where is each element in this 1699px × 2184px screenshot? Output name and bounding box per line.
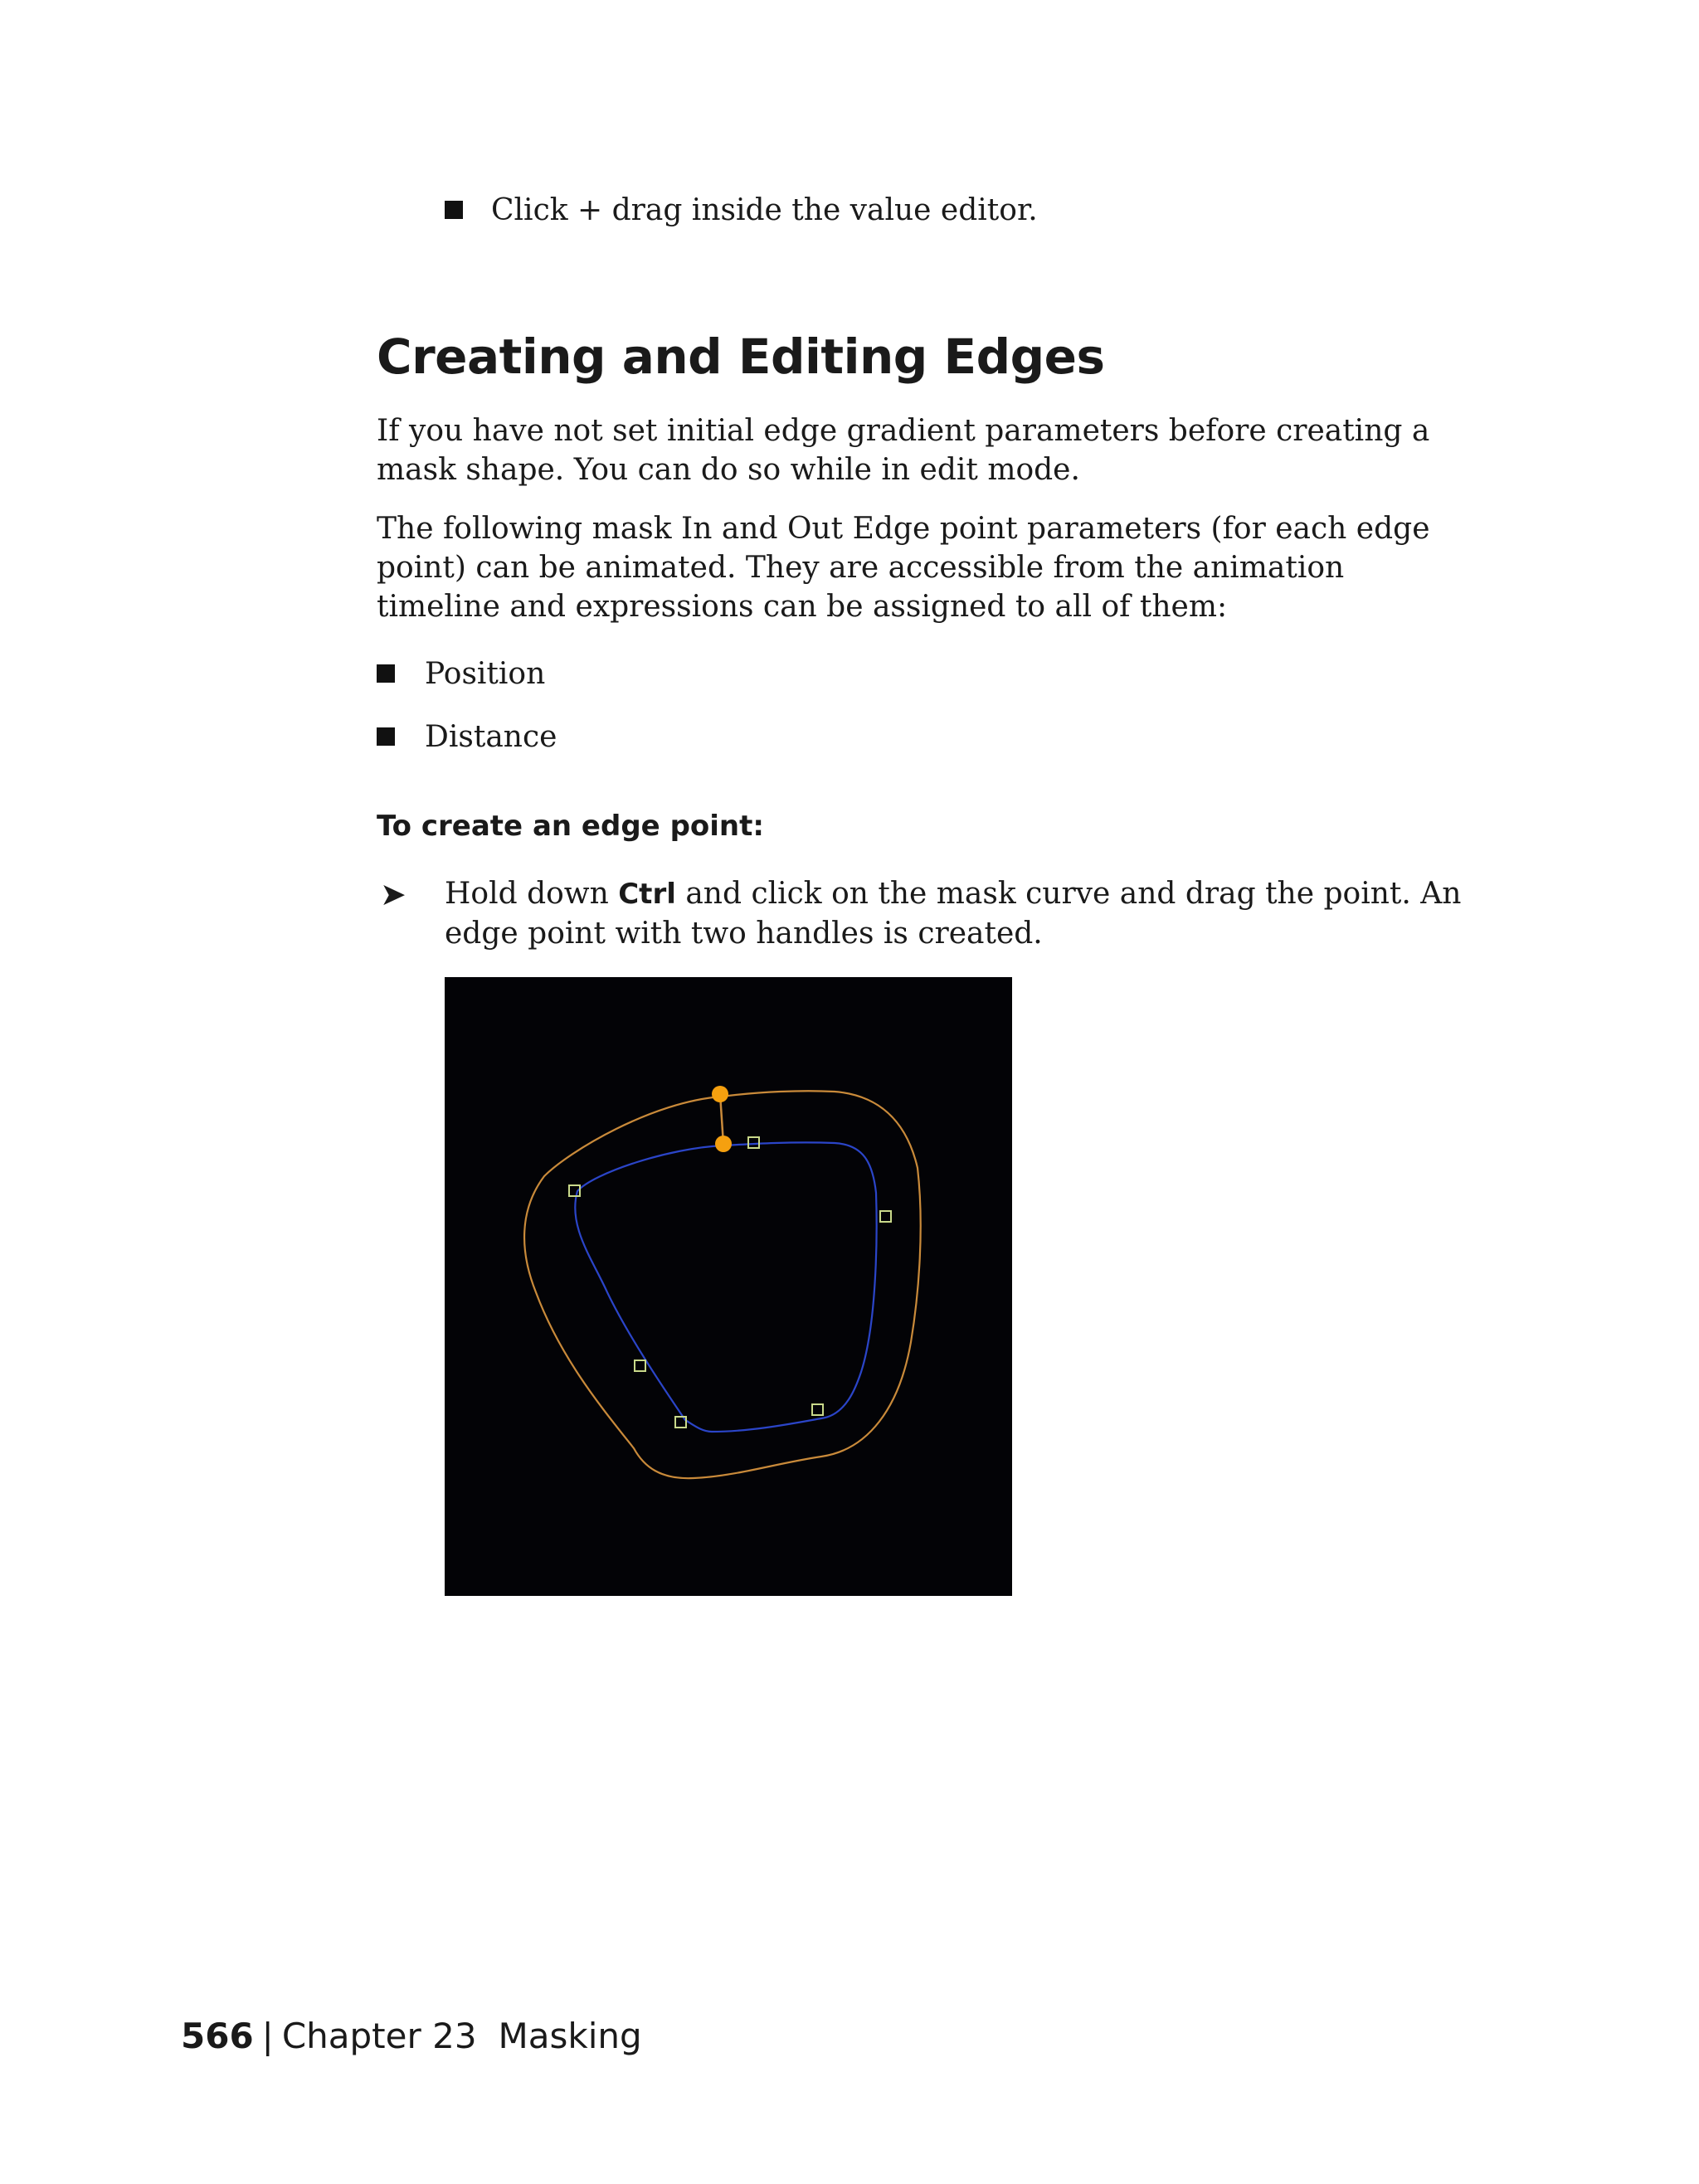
chapter-title: Masking [498,2016,642,2056]
paragraph: The following mask In and Out Edge point parameters (for each edge point) can be animated. They are accessible from the animation timeline and expressions can be assigned to all of them: [377,512,1430,624]
key-name: Ctrl [618,878,676,911]
bullet-square-icon [445,201,463,219]
step-text-after: and click on the mask curve and drag the point. An edge point with two handles is created. [445,877,1462,951]
list-item-text: Distance [425,720,557,754]
page-number: 566 [181,2016,254,2056]
page-footer [181,2016,642,2056]
control-point[interactable] [748,1137,759,1148]
control-point[interactable] [812,1404,823,1415]
procedure-step [445,874,1473,953]
edge-point-inner[interactable] [715,1136,732,1152]
bullet-square-icon [377,727,395,746]
mask-canvas [445,977,1012,1596]
edge-point-outer[interactable] [712,1086,728,1102]
list-item [377,654,545,695]
step-text-before: Hold down [445,877,619,911]
bullet-item [445,186,1038,236]
section-heading: Creating and Editing Edges [377,328,1105,385]
mask-edge-figure [445,977,1012,1596]
bullet-square-icon [377,664,395,683]
control-point[interactable] [880,1211,891,1222]
chapter-label: Chapter 23 [281,2016,477,2056]
bullet-text: Click + drag inside the value editor. [491,193,1038,227]
control-point[interactable] [635,1360,645,1371]
list-item [377,717,557,758]
list-item-text: Position [425,657,546,691]
paragraph: If you have not set initial edge gradient parameters before creating a mask shape. You can do so while in edit mode. [377,414,1430,487]
footer-separator: | [261,2016,274,2056]
procedure-heading: To create an edge point: [377,810,764,843]
arrow-icon: ➤ [380,876,406,912]
mask-curve [575,1142,876,1432]
